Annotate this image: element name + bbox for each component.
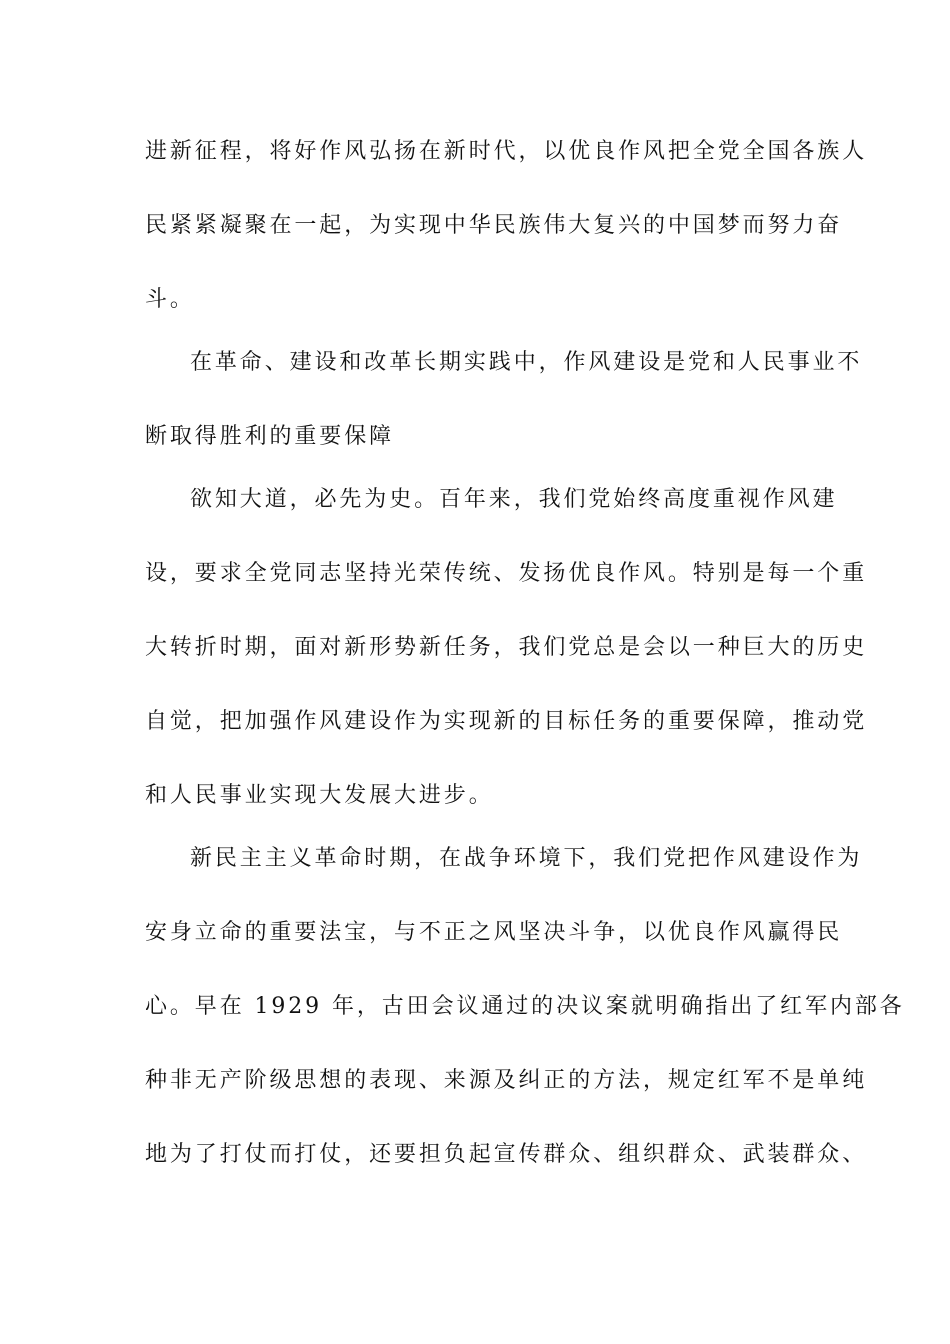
- text-line: 设，要求全党同志坚持光荣传统、发扬优良作风。特别是每一个重: [145, 561, 868, 586]
- text-line: 新民主主义革命时期，在战争环境下，我们党把作风建设作为: [190, 846, 863, 871]
- text-line: 地为了打仗而打仗，还要担负起宣传群众、组织群众、武装群众、: [145, 1142, 868, 1167]
- text-line: 心。早在 1929 年，古田会议通过的决议案就明确指出了红军内部各: [145, 994, 905, 1019]
- text-line: 大转折时期，面对新形势新任务，我们党总是会以一种巨大的历史: [145, 635, 868, 660]
- text-line: 自觉，把加强作风建设作为实现新的目标任务的重要保障，推动党: [145, 709, 868, 734]
- text-line: 斗。: [145, 287, 195, 312]
- section-heading-line: 在革命、建设和改革长期实践中，作风建设是党和人民事业不: [190, 350, 863, 375]
- text-line: 安身立命的重要法宝，与不正之风坚决斗争，以优良作风赢得民: [145, 920, 843, 945]
- text-line: 欲知大道，必先为史。百年来，我们党始终高度重视作风建: [190, 487, 838, 512]
- section-heading-line: 断取得胜利的重要保障: [145, 424, 395, 449]
- text-line: 和人民事业实现大发展大进步。: [145, 783, 494, 808]
- text-line: 种非无产阶级思想的表现、来源及纠正的方法，规定红军不是单纯: [145, 1068, 868, 1093]
- text-line: 民紧紧凝聚在一起，为实现中华民族伟大复兴的中国梦而努力奋: [145, 213, 843, 238]
- text-line: 进新征程，将好作风弘扬在新时代，以优良作风把全党全国各族人: [145, 139, 868, 164]
